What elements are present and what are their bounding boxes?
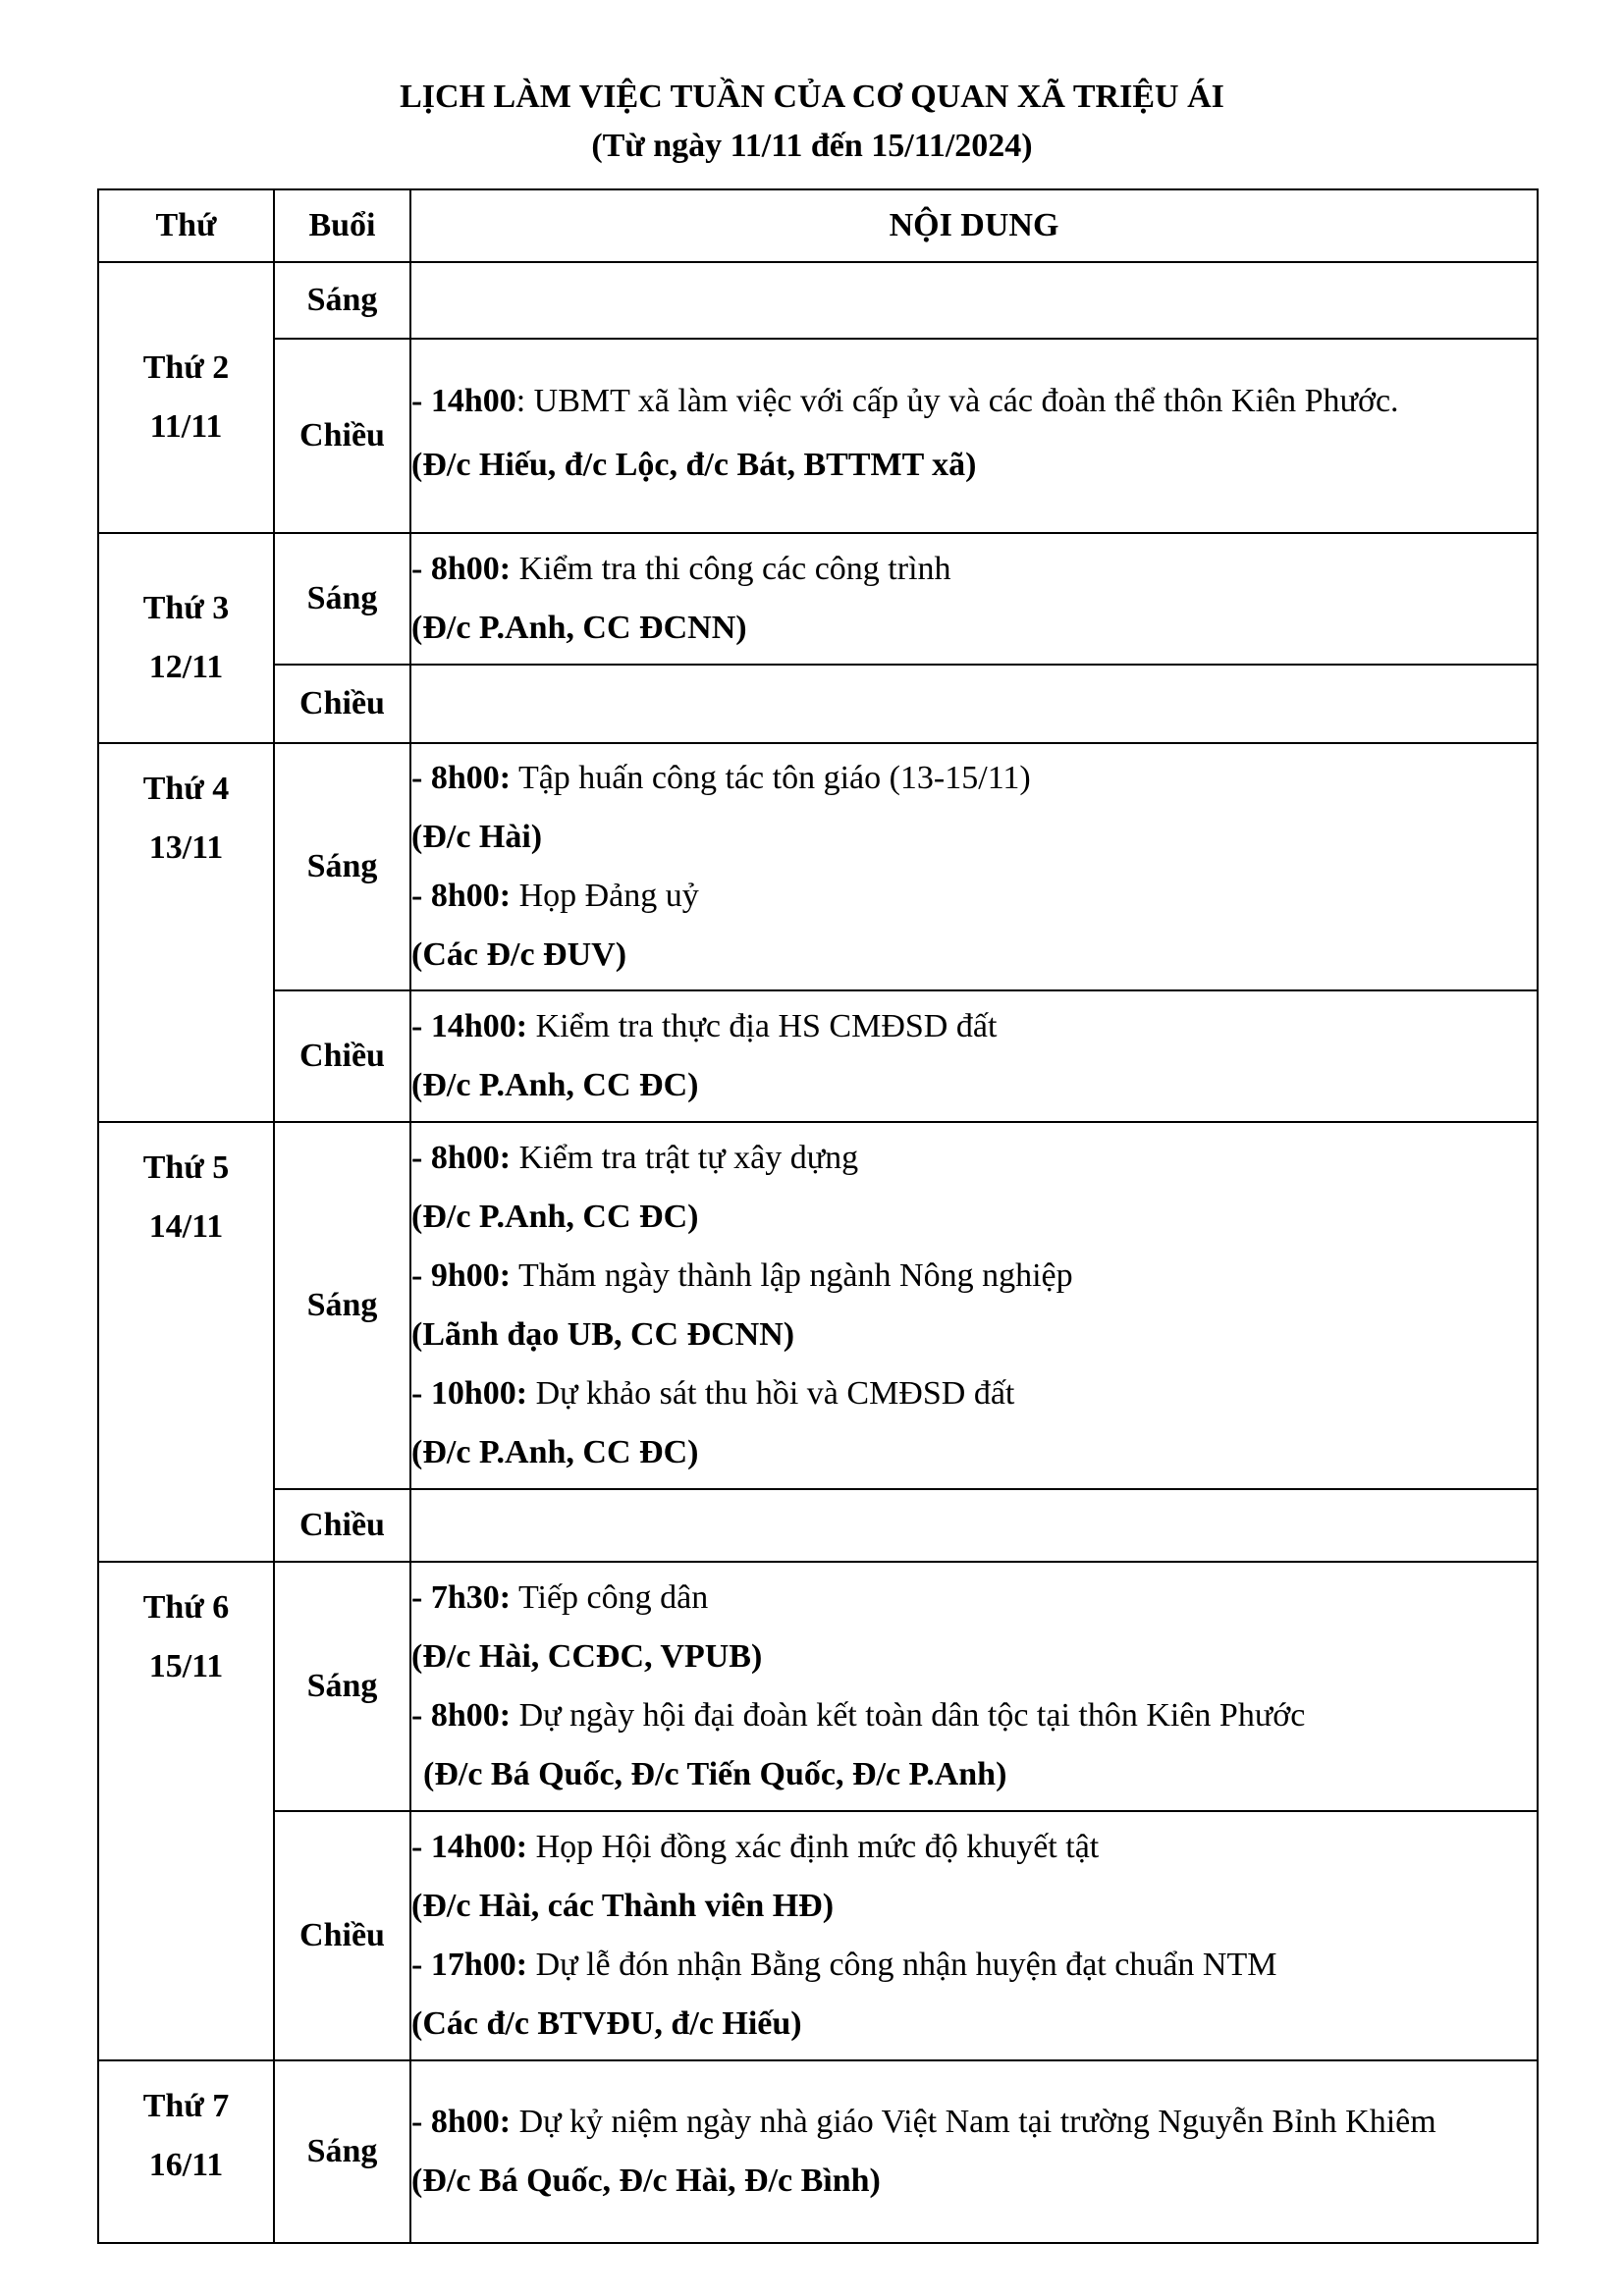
item-desc: Kiểm tra thi công các công trình [511,551,951,587]
session-cell: Sáng [274,533,410,665]
content-cell [410,339,1538,533]
session-cell: Sáng [274,1122,410,1489]
weekday: Thứ 4 [142,771,230,807]
session-cell: Sáng [274,743,410,990]
day-cell [98,1122,274,1562]
session-cell: Sáng [274,262,410,339]
table-row [98,2060,1538,2243]
item-time: - 17h00: [411,1947,528,1983]
session-cell: Chiều [274,990,410,1122]
table-row [98,1562,1538,1811]
item-people: (Đ/c P.Anh, CC ĐC) [411,1434,699,1470]
weekday: Thứ 7 [142,2088,230,2124]
date: 14/11 [148,1208,224,1245]
title-block [0,77,1624,167]
date: 15/11 [148,1648,224,1684]
header-content: NỘI DUNG [410,189,1538,262]
content-cell [410,2060,1538,2243]
date: 16/11 [148,2147,224,2183]
item-time: - 8h00: [411,1140,512,1176]
item-people: (Đ/c P.Anh, CC ĐC) [411,1199,699,1235]
table-row [98,339,1538,533]
table-row [98,743,1538,990]
item-people: (Đ/c Hiếu, đ/c Lộc, đ/c Bát, BTTMT xã) [411,447,977,483]
date: 13/11 [148,829,224,866]
item-desc: Dự lễ đón nhận Bằng công nhận huyện đạt chuẩn NTM [527,1947,1277,1983]
table-row [98,1489,1538,1562]
content-cell [410,533,1538,665]
session-cell: Chiều [274,1489,410,1562]
content-cell [410,743,1538,990]
table-row [98,990,1538,1122]
item-desc: Tập huấn công tác tôn giáo (13-15/11) [511,760,1031,796]
day-cell [98,533,274,743]
item-people: (Đ/c Bá Quốc, Đ/c Tiến Quốc, Đ/c P.Anh) [423,1756,1007,1792]
item-desc: Dự khảo sát thu hồi và CMĐSD đất [527,1375,1015,1412]
header-row [98,189,1538,262]
weekday: Thứ 3 [142,590,230,626]
weekday: Thứ 2 [142,349,230,386]
table-row [98,1122,1538,1489]
item-people: (Lãnh đạo UB, CC ĐCNN) [411,1316,795,1353]
session-cell: Sáng [274,1562,410,1811]
item-desc: : UBMT xã làm việc với cấp ủy và các đoàn thể thôn Kiên Phước. [515,383,1399,419]
item-desc: Họp Hội đồng xác định mức độ khuyết tật [527,1829,1100,1865]
content-cell [410,990,1538,1122]
item-desc: Thăm ngày thành lập ngành Nông nghiệp [511,1257,1073,1294]
item-time: - 9h00: [411,1257,512,1294]
date: 11/11 [149,408,223,445]
content-cell [410,262,1538,339]
page-title: LỊCH LÀM VIỆC TUẦN CỦA CƠ QUAN XÃ TRIỆU ÁI [400,79,1224,115]
item-people: (Đ/c Hài, các Thành viên HĐ) [411,1888,835,1924]
item-desc: Dự kỷ niệm ngày nhà giáo Việt Nam tại trường Nguyễn Bỉnh Khiêm [511,2104,1436,2140]
item-desc: Tiếp công dân [511,1579,709,1616]
item-time: - 8h00: [411,551,512,587]
item-people: (Đ/c Hài, CCĐC, VPUB) [411,1638,763,1675]
item-time: - 8h00: [411,878,512,914]
item-time: - 10h00: [411,1375,528,1412]
header-day: Thứ [98,189,274,262]
table-row [98,1811,1538,2060]
day-cell [98,743,274,1122]
table-row [98,533,1538,665]
item-time: - 8h00: [411,2104,512,2140]
content-cell [410,1562,1538,1811]
day-cell [98,1562,274,2060]
page-subtitle: (Từ ngày 11/11 đến 15/11/2024) [591,128,1033,164]
item-people: (Các Đ/c ĐUV) [411,936,627,973]
item-people: (Đ/c P.Anh, CC ĐC) [411,1067,699,1103]
weekday: Thứ 6 [142,1589,230,1626]
item-time: - 14h00 [411,383,516,419]
session-cell: Chiều [274,1811,410,2060]
item-desc: Kiểm tra trật tự xây dựng [511,1140,859,1176]
content-cell [410,1489,1538,1562]
item-time: - 14h00: [411,1008,528,1044]
item-time: - 8h00: [411,1697,512,1734]
item-people: (Đ/c P.Anh, CC ĐCNN) [411,610,747,646]
date: 12/11 [148,649,224,685]
header-session: Buổi [274,189,410,262]
item-people: (Đ/c Hài) [411,819,543,855]
item-desc: Kiểm tra thực địa HS CMĐSD đất [527,1008,998,1044]
content-cell [410,1122,1538,1489]
item-time: - 8h00: [411,760,512,796]
table-row [98,262,1538,339]
day-cell [98,262,274,533]
item-time: - 7h30: [411,1579,512,1616]
item-time: - 14h00: [411,1829,528,1865]
weekday: Thứ 5 [142,1149,230,1186]
item-people: (Các đ/c BTVĐU, đ/c Hiếu) [411,2005,802,2042]
schedule-table [97,188,1539,2244]
table-row [98,665,1538,743]
content-cell [410,1811,1538,2060]
content-cell [410,665,1538,743]
item-desc: Họp Đảng uỷ [511,878,699,914]
day-cell [98,2060,274,2243]
session-cell: Chiều [274,339,410,533]
session-cell: Chiều [274,665,410,743]
session-cell: Sáng [274,2060,410,2243]
item-desc: Dự ngày hội đại đoàn kết toàn dân tộc tại thôn Kiên Phước [511,1697,1306,1734]
item-people: (Đ/c Bá Quốc, Đ/c Hài, Đ/c Bình) [411,2163,881,2199]
